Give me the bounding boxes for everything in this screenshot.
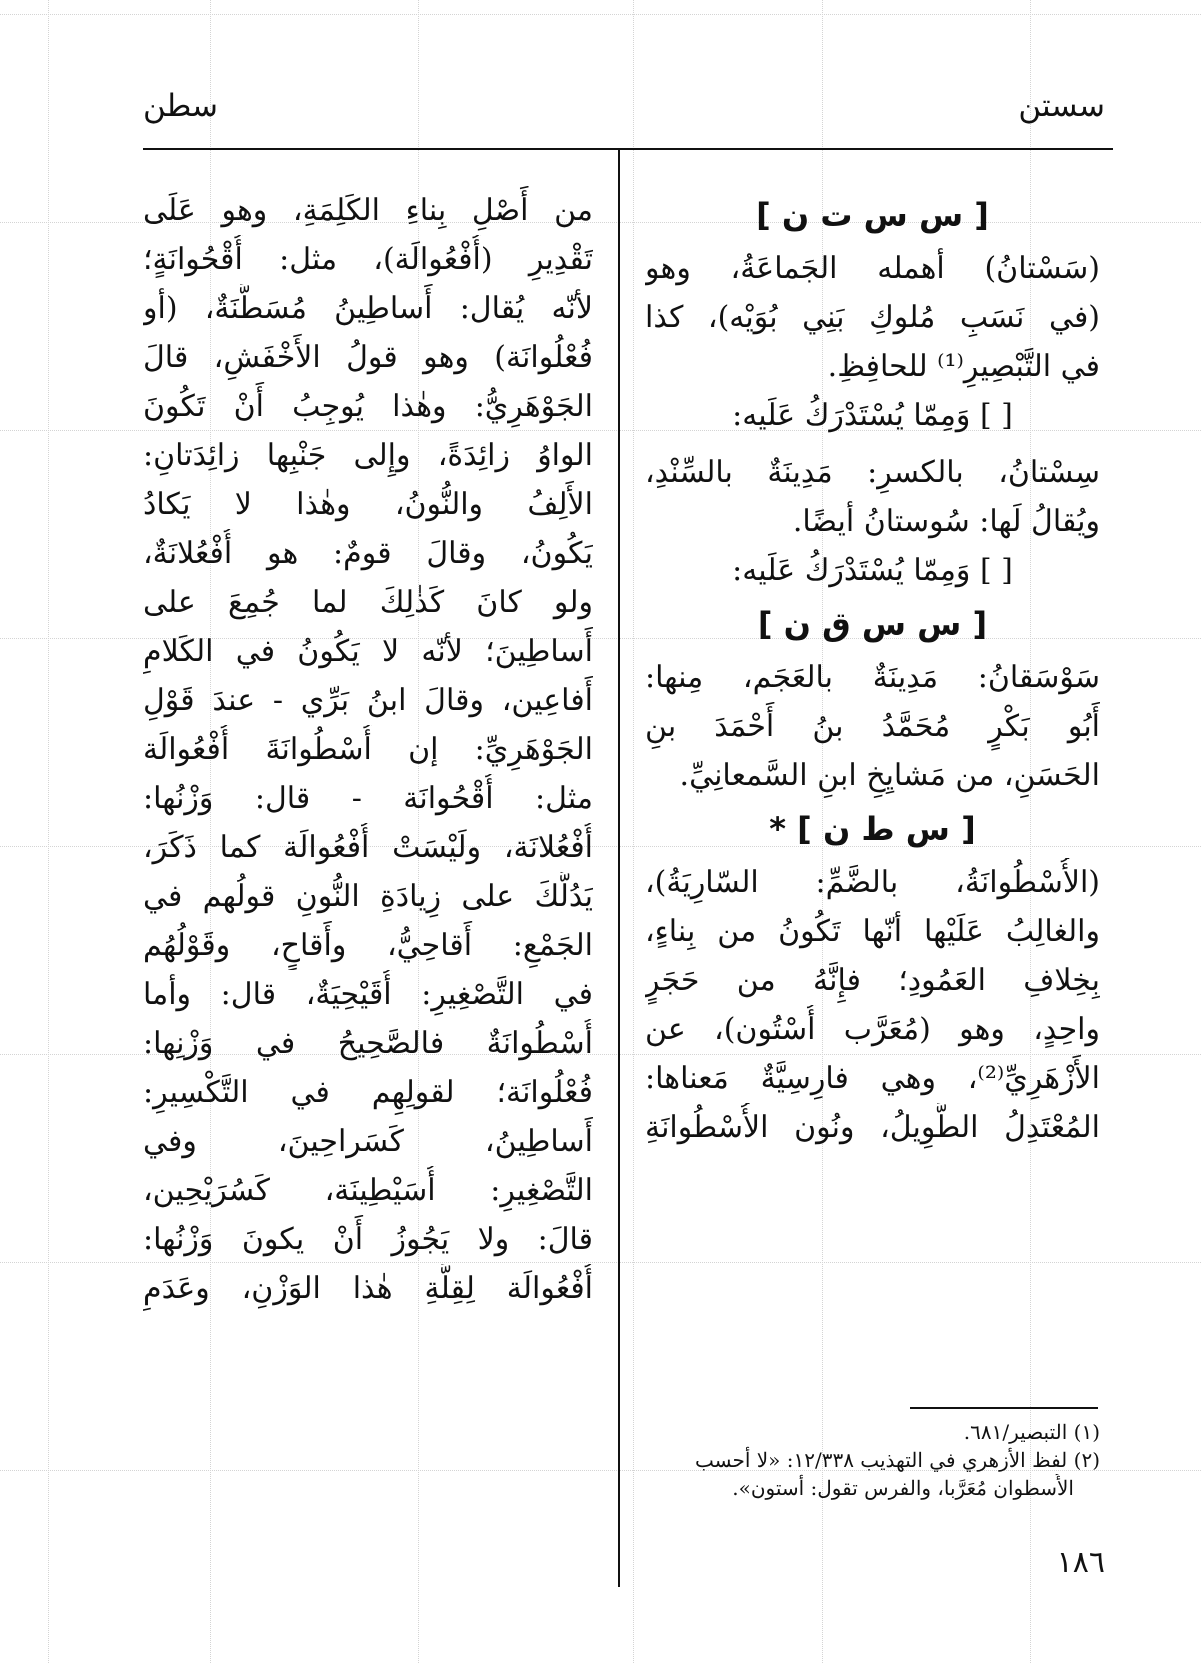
mustadrak-note: [ ] وَمِمّا يُسْتَدْرَكُ عَلَيه:: [732, 398, 1013, 433]
right-column: [645, 186, 1100, 1152]
text-line: أَبُو بَكْرٍ مُحَمَّدُ بنُ أَحْمَدَ بنِ: [645, 709, 1100, 744]
text-line: أَساطِينَ؛ لأنّه لا يَكُونُ في الكَلامِ: [143, 634, 593, 669]
text-line: ويُقالُ لَها: سُوستانُ أيضًا.: [792, 504, 1100, 539]
running-head-left: سطن: [143, 88, 219, 124]
text-line: الجَوْهَرِيِّ: إن أُسْطُوانَةَ أُفْعُوالَة: [143, 732, 593, 767]
text-line: التَّصْغِيرِ: أُسَيْطِينَة، كَسُرَيْحِين،: [143, 1173, 593, 1208]
footnotes: [645, 1418, 1100, 1502]
text-line: قالَ: ولا يَجُوزُ أَنْ يكونَ وَزْنُها:: [143, 1222, 593, 1257]
text-line: أَفاعِين، وقالَ ابنُ بَرِّي - عندَ قَوْلِ: [143, 683, 593, 718]
entry-heading: [ س س ق ن ]: [757, 605, 988, 643]
text-line: تَقْدِيرِ (أُفْعُوالَة)، مثل: أُقْحُوانَةٍ؛: [143, 242, 593, 277]
text-line: بِخِلافِ العَمُودِ؛ فإِنَّهُ من حَجَرٍ: [645, 963, 1100, 998]
left-column: [143, 186, 593, 1313]
text-line: (الأُسْطُوانَةُ، بالضَّمِّ: السّارِيَةُ)،: [645, 865, 1100, 900]
text-line: (سَسْتانُ) أهمله الجَماعَةُ، وهو: [645, 251, 1100, 286]
text-line: الحَسَنِ، من مَشايِخِ ابنِ السَّمعانِيِّ.: [679, 758, 1100, 793]
footnote-2-continued: الأُسطوان مُعَرَّبا، والفرس تقول: أستون».: [732, 1476, 1074, 1500]
text-line: مثل: أُقْحُوانَة - قال: وَزْنُها:: [143, 781, 593, 816]
text-line: سِسْتانُ، بالكسرِ: مَدِينَةٌ بالسِّنْدِ،: [645, 455, 1100, 490]
text-line: والغالِبُ عَلَيْها أنّها تَكُونُ من بِناءٍ،: [645, 914, 1100, 949]
text-line: فُعْلُوانَة؛ لقولِهِم في التَّكْسِيرِ:: [143, 1075, 593, 1110]
text-line: الأَلِفُ والنُّونُ، وهٰذا لا يَكادُ: [143, 487, 593, 522]
text-line: المُعْتَدِلُ الطَّوِيلُ، ونُون الأُسْطُوانَةِ: [645, 1110, 1100, 1145]
mustadrak-note: [ ] وَمِمّا يُسْتَدْرَكُ عَلَيه:: [732, 553, 1013, 588]
page-number: ١٨٦: [1056, 1545, 1105, 1580]
text-line: في التَّصْغِيرِ: أُقَيْحِيَةٌ، قال: وأما: [143, 977, 593, 1012]
text-line: لأنّه يُقال: أَساطِينُ مُسَطَّنَةٌ، (أو: [143, 291, 593, 326]
text-line: أُفْعُلانَة، ولَيْسَتْ أُفْعُوالَة كما ذَكَرَ،: [143, 830, 593, 865]
text-line: الأَزْهَرِيِّ⁽²⁾، وهي فارِسِيَّةٌ مَعناها:: [645, 1061, 1100, 1096]
text-line: الواوُ زائِدَةً، وإِلى جَنْبِها زائِدَتانِ:: [143, 438, 593, 473]
header-rule: [143, 148, 1113, 150]
text-line: يَدُلُّكَ على زِيادَةِ النُّونِ قولُهم في: [143, 879, 593, 914]
text-line: يَكُونُ، وقالَ قومٌ: هو أُفْعُلانَةٌ،: [143, 536, 593, 571]
scan-grid-line: [0, 14, 1201, 15]
column-divider: [618, 150, 620, 1587]
entry-heading: [ س ط ن ] *: [769, 810, 976, 848]
footnote-rule: [910, 1407, 1098, 1409]
footnote-2: (٢) لفظ الأزهري في التهذيب ١٢/٣٣٨: «لا أحسب: [695, 1448, 1100, 1472]
text-line: ولو كانَ كَذٰلِكَ لما جُمِعَ على: [143, 585, 593, 620]
text-line: سَوْسَقانُ: مَدِينَةٌ بالعَجَم، مِنها:: [645, 660, 1100, 695]
text-line: فُعْلُوانَة) وهو قولُ الأَخْفَشِ، قالَ: [143, 340, 593, 375]
text-line: أُسْطُوانَةٌ فالصَّحِيحُ في وَزْنِها:: [143, 1026, 593, 1061]
scan-grid-line: [48, 0, 49, 1663]
scan-grid-line: [633, 0, 634, 1663]
text-line: الجَمْعِ: أَقاحِيُّ، وأَقاحٍ، وقَوْلُهُم: [143, 928, 593, 963]
text-line: (في نَسَبِ مُلوكِ بَنِي بُوَيْه)، كذا: [645, 300, 1100, 335]
running-head-right: سستن: [1018, 88, 1105, 124]
text-line: أُفْعُوالَة لِقِلَّةِ هٰذا الوَزْنِ، وعَدَمِ: [143, 1271, 593, 1306]
text-line: الجَوْهَرِيُّ: وهٰذا يُوجِبُ أَنْ تَكُونَ: [143, 389, 593, 424]
entry-heading: [ س س ت ن ]: [756, 196, 989, 234]
footnote-1: (١) التبصير/٦٨١.: [963, 1420, 1100, 1444]
text-line: واحِدٍ، وهو (مُعَرَّب أُسْتُون)، عن: [645, 1012, 1100, 1047]
text-line: أَساطِينُ، كَسَراحِينَ، وفي: [143, 1124, 593, 1159]
text-line: من أَصْلِ بِناءِ الكَلِمَةِ، وهو عَلَى: [143, 193, 593, 228]
text-line: في التَّبْصِيرِ⁽¹⁾ للحافِظِ.: [827, 349, 1100, 384]
